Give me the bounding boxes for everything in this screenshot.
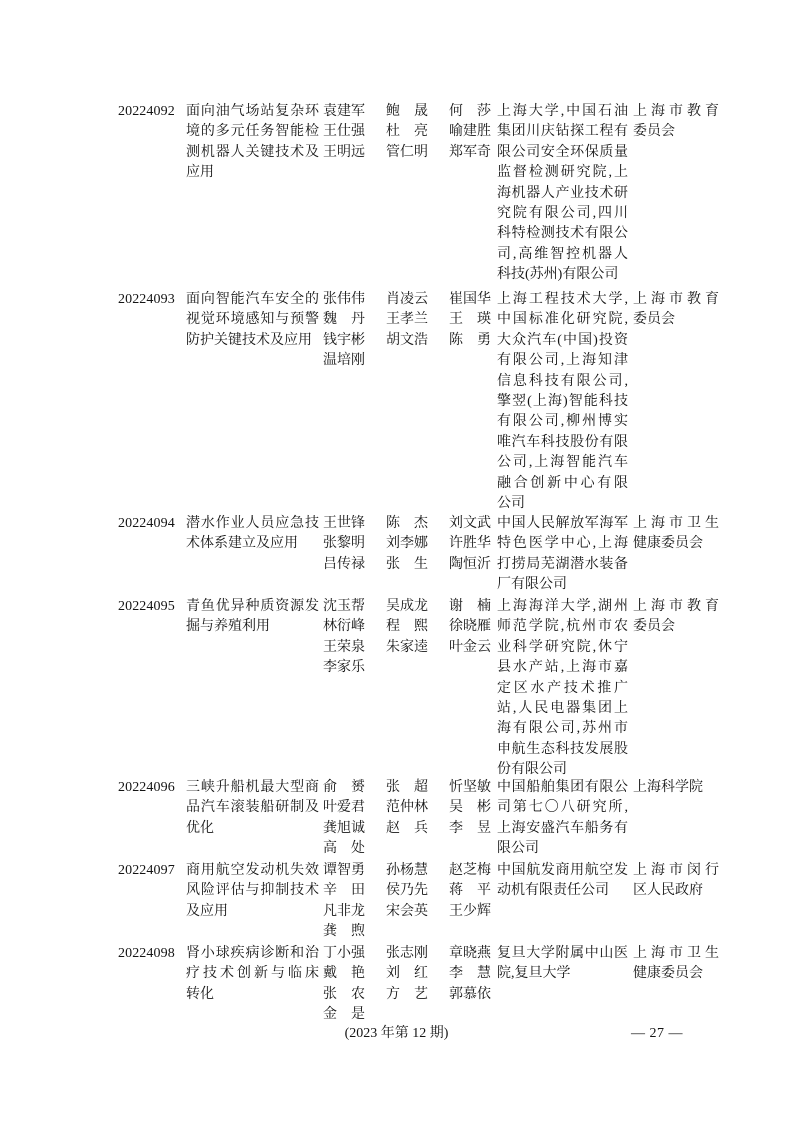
completers-column-1-line: 李家乐	[323, 660, 365, 676]
completers-column-3	[449, 514, 497, 575]
completers-column-2-line: 王孝兰	[386, 312, 428, 328]
project-number	[118, 102, 180, 122]
completers-column-2-line: 张志刚	[386, 946, 428, 961]
completers-column-1-line: 张黎明	[323, 536, 365, 552]
completers-column-3	[449, 597, 497, 658]
completers-column-1	[323, 861, 371, 943]
completers-column-1-line: 沈玉帮	[323, 599, 365, 614]
project-title-line: 测机器人关键技术及	[186, 144, 319, 160]
completers-column-3	[449, 944, 497, 1005]
completing-units-line: 科特检测技术有限公	[497, 226, 628, 242]
completers-column-1-line: 辛 田	[323, 883, 365, 899]
completers-column-3	[449, 861, 497, 922]
project-title-line: 品汽车滚装船研制及	[186, 800, 319, 816]
completers-column-3-line: 李 慧	[449, 966, 491, 982]
completers-column-1-line: 谭智勇	[323, 863, 365, 878]
nominator-line: 上海市闵行	[633, 863, 719, 878]
project-number-line: 20224093	[118, 292, 175, 307]
completers-column-2-line: 管仁明	[386, 144, 428, 160]
completers-column-1-line: 凡非龙	[323, 903, 365, 919]
completing-units-line: 定区水产技术推广	[497, 680, 628, 696]
project-title	[186, 944, 319, 1005]
completing-units-line: 集团川庆钻探工程有	[497, 124, 628, 140]
completers-column-2-line: 鲍 晟	[386, 104, 428, 119]
completers-column-2-line: 方 艺	[386, 986, 428, 1002]
nominator-line: 上海市教育	[633, 292, 719, 307]
project-title-line: 三峡升船机最大型商	[186, 780, 319, 795]
completers-column-3-line: 陈 勇	[449, 332, 491, 348]
completers-column-3-line: 崔国华	[449, 292, 491, 307]
completers-column-2-line: 杜 亮	[386, 124, 428, 140]
completing-units-line: 打捞局芜湖潜水装备	[497, 556, 628, 572]
completing-units-line: 院,复旦大学	[497, 966, 571, 982]
completers-column-2-line: 吴成龙	[386, 599, 428, 614]
nominator-line: 上海科学院	[633, 780, 703, 795]
completers-column-1-line: 金 是	[323, 1007, 365, 1023]
completing-units-line: 司第七〇八研究所,	[497, 800, 628, 816]
completing-units-line: 师范学院,杭州市农	[497, 619, 628, 635]
completing-units	[497, 861, 628, 902]
completers-column-2-line: 赵 兵	[386, 820, 428, 836]
completers-column-1-line: 王世锋	[323, 516, 365, 531]
completing-units-line: 有限公司,柳州博实	[497, 414, 628, 430]
nominator-line: 上海市教育	[633, 599, 719, 614]
completers-column-1-line: 魏 丹	[323, 312, 365, 328]
nominator	[633, 861, 719, 902]
completing-units-line: 海机器人产业技术研	[497, 185, 628, 201]
completing-units-line: 海有限公司,苏州市	[497, 721, 628, 737]
completing-units-line: 上海大学,中国石油	[497, 104, 628, 119]
project-title-line: 术体系建立及应用	[186, 536, 298, 552]
completers-column-1-line: 王荣泉	[323, 639, 365, 655]
nominator	[633, 597, 719, 638]
completers-column-1-line: 王明远	[323, 144, 365, 160]
completers-column-2-line: 肖凌云	[386, 292, 428, 307]
completers-column-2-line: 侯乃先	[386, 883, 428, 899]
project-title	[186, 514, 319, 555]
completers-column-2-line: 宋会英	[386, 903, 428, 919]
completers-column-2-line: 陈 杰	[386, 516, 428, 531]
completing-units-line: 司,高维智控机器人	[497, 246, 628, 262]
project-number	[118, 514, 180, 534]
completers-column-3-line: 忻坚敏	[449, 780, 491, 795]
completers-column-3-line: 蒋 平	[449, 883, 491, 899]
completing-units-line: 限公司	[497, 841, 539, 857]
project-title	[186, 290, 319, 351]
completing-units-line: 中国航发商用航空发	[497, 863, 628, 878]
completers-column-1-line: 高 处	[323, 841, 365, 857]
completing-units-line: 申航生态科技发展股	[497, 741, 628, 757]
nominator	[633, 778, 719, 798]
project-title-line: 青鱼优异种质资源发	[186, 599, 319, 614]
completers-column-3-line: 叶金云	[449, 639, 491, 655]
project-title-line: 风险评估与抑制技术	[186, 883, 319, 899]
completers-column-2	[386, 290, 434, 351]
completing-units-line: 监督检测研究院,上	[497, 165, 628, 181]
completing-units-line: 信息科技有限公司,	[497, 373, 628, 389]
completers-column-3-line: 徐晓雁	[449, 619, 491, 635]
project-title-line: 及应用	[186, 903, 228, 919]
completers-column-1	[323, 290, 371, 372]
completers-column-1	[323, 597, 371, 679]
completing-units	[497, 290, 628, 514]
completing-units-line: 融合创新中心有限	[497, 475, 628, 491]
completers-column-2-line: 张 生	[386, 556, 428, 572]
completers-column-3-line: 王 瑛	[449, 312, 491, 328]
completers-column-3-line: 李 昱	[449, 820, 491, 836]
project-title-line: 境的多元任务智能检	[186, 124, 319, 140]
completers-column-1	[323, 778, 371, 860]
completers-column-2	[386, 514, 434, 575]
completers-column-3-line: 喻建胜	[449, 124, 491, 140]
project-title-line: 面向油气场站复杂环	[186, 104, 319, 119]
completers-column-1-line: 叶爱君	[323, 800, 365, 816]
project-number-line: 20224098	[118, 946, 175, 961]
nominator-line: 委员会	[633, 124, 675, 140]
completing-units-line: 上海工程技术大学,	[497, 292, 628, 307]
completers-column-2	[386, 102, 434, 163]
completers-column-1-line: 钱宇彬	[323, 332, 365, 348]
completing-units-line: 中国人民解放军海军	[497, 516, 628, 531]
completers-column-1-line: 王仕强	[323, 124, 365, 140]
completers-column-3-line: 陶恒沂	[449, 556, 491, 572]
completers-column-3-line: 何 莎	[449, 104, 491, 119]
nominator-line: 上海市卫生	[633, 516, 719, 531]
completers-column-1	[323, 944, 371, 1026]
completers-column-3	[449, 778, 497, 839]
completers-column-1	[323, 102, 371, 163]
completers-column-1	[323, 514, 371, 575]
nominator-line: 健康委员会	[633, 536, 703, 552]
completers-column-3-line: 赵芝梅	[449, 863, 491, 878]
nominator-line: 委员会	[633, 619, 675, 635]
completers-column-2-line: 范仲林	[386, 800, 428, 816]
project-number-line: 20224097	[118, 863, 175, 878]
nominator-line: 区人民政府	[633, 883, 703, 899]
completing-units	[497, 514, 628, 596]
completing-units-line: 份有限公司	[497, 762, 567, 778]
completing-units	[497, 102, 628, 286]
project-title-line: 转化	[186, 986, 214, 1002]
completing-units	[497, 597, 628, 781]
nominator	[633, 944, 719, 985]
project-title-line: 优化	[186, 820, 214, 836]
completing-units-line: 动机有限责任公司	[497, 883, 609, 899]
project-number	[118, 597, 180, 617]
project-title-line: 肾小球疾病诊断和治	[186, 946, 319, 961]
completers-column-2	[386, 861, 434, 922]
completers-column-1-line: 戴 艳	[323, 966, 365, 982]
completers-column-3-line: 王少辉	[449, 903, 491, 919]
project-number	[118, 944, 180, 964]
project-title	[186, 778, 319, 839]
completers-column-1-line: 吕传禄	[323, 556, 365, 572]
completers-column-2-line: 朱家逵	[386, 639, 428, 655]
project-title-line: 应用	[186, 165, 214, 181]
completing-units-line: 限公司安全环保质量	[497, 144, 628, 160]
completing-units-line: 厂有限公司	[497, 577, 567, 593]
project-title-line: 面向智能汽车安全的	[186, 292, 319, 307]
completing-units-line: 究院有限公司,四川	[497, 205, 628, 221]
completers-column-2-line: 张 超	[386, 780, 428, 795]
completing-units-line: 大众汽车(中国)投资	[497, 332, 628, 348]
completing-units-line: 擎翌(上海)智能科技	[497, 393, 628, 409]
completing-units-line: 有限公司,上海知津	[497, 353, 628, 369]
project-title	[186, 102, 319, 184]
completers-column-3	[449, 102, 497, 163]
completers-column-3-line: 郭慕依	[449, 986, 491, 1002]
footer-issue-label: (2023 年第 12 期)	[344, 1026, 449, 1041]
completing-units-line: 唯汽车科技股份有限	[497, 434, 628, 450]
completers-column-3-line: 刘文武	[449, 516, 491, 531]
completing-units-line: 公司	[497, 495, 525, 511]
project-number	[118, 861, 180, 881]
project-title	[186, 597, 319, 638]
completers-column-1-line: 龚旭诚	[323, 820, 365, 836]
completing-units-line: 公司,上海智能汽车	[497, 455, 628, 471]
completers-column-2	[386, 597, 434, 658]
completers-column-3-line: 郑军奇	[449, 144, 491, 160]
nominator-line: 上海市卫生	[633, 946, 719, 961]
project-number	[118, 778, 180, 798]
completing-units-line: 科技(苏州)有限公司	[497, 267, 619, 283]
nominator-line: 委员会	[633, 312, 675, 328]
completers-column-1-line: 林衍峰	[323, 619, 365, 635]
completers-column-2	[386, 944, 434, 1005]
nominator	[633, 102, 719, 143]
project-number-line: 20224096	[118, 780, 175, 795]
completers-column-2-line: 胡文浩	[386, 332, 428, 348]
completers-column-2	[386, 778, 434, 839]
project-number-line: 20224094	[118, 516, 175, 531]
completing-units-line: 复旦大学附属中山医	[497, 946, 628, 961]
completers-column-3-line: 许胜华	[449, 536, 491, 552]
project-title-line: 防护关键技术及应用	[186, 332, 312, 348]
nominator-line: 健康委员会	[633, 966, 703, 982]
nominator	[633, 514, 719, 555]
completing-units-line: 中国标准化研究院,	[497, 312, 628, 328]
completing-units-line: 县水产站,上海市嘉	[497, 660, 628, 676]
completers-column-3	[449, 290, 497, 351]
completers-column-1-line: 温培刚	[323, 353, 365, 369]
completing-units	[497, 944, 628, 985]
completers-column-1-line: 张 农	[323, 986, 365, 1002]
completers-column-1-line: 龚 煦	[323, 924, 365, 940]
completers-column-2-line: 孙杨慧	[386, 863, 428, 878]
footer-page-number: — 27 —	[631, 1026, 683, 1041]
project-number-line: 20224092	[118, 104, 175, 119]
completers-column-1-line: 张伟伟	[323, 292, 365, 307]
completing-units-line: 业科学研究院,休宁	[497, 639, 628, 655]
completing-units-line: 中国船舶集团有限公	[497, 780, 628, 795]
completers-column-2-line: 刘李娜	[386, 536, 428, 552]
completing-units-line: 站,人民电器集团上	[497, 700, 628, 716]
completers-column-1-line: 袁建军	[323, 104, 365, 119]
completing-units-line: 上海海洋大学,湖州	[497, 599, 628, 614]
project-title-line: 掘与养殖利用	[186, 619, 270, 635]
project-number	[118, 290, 180, 310]
completers-column-1-line: 丁小强	[323, 946, 365, 961]
completing-units	[497, 778, 628, 860]
project-title-line: 商用航空发动机失效	[186, 863, 319, 878]
nominator	[633, 290, 719, 331]
completing-units-line: 上海安盛汽车船务有	[497, 820, 628, 836]
nominator-line: 上海市教育	[633, 104, 719, 119]
completers-column-2-line: 程 熙	[386, 619, 428, 635]
project-title	[186, 861, 319, 922]
completing-units-line: 特色医学中心,上海	[497, 536, 628, 552]
completers-column-3-line: 吴 彬	[449, 800, 491, 816]
project-title-line: 疗技术创新与临床	[186, 966, 319, 982]
completers-column-3-line: 谢 楠	[449, 599, 491, 614]
completers-column-2-line: 刘 红	[386, 966, 428, 982]
project-title-line: 潜水作业人员应急技	[186, 516, 319, 531]
project-number-line: 20224095	[118, 599, 175, 614]
completers-column-1-line: 俞 赟	[323, 780, 365, 795]
completers-column-3-line: 章晓燕	[449, 946, 491, 961]
project-title-line: 视觉环境感知与预警	[186, 312, 319, 328]
